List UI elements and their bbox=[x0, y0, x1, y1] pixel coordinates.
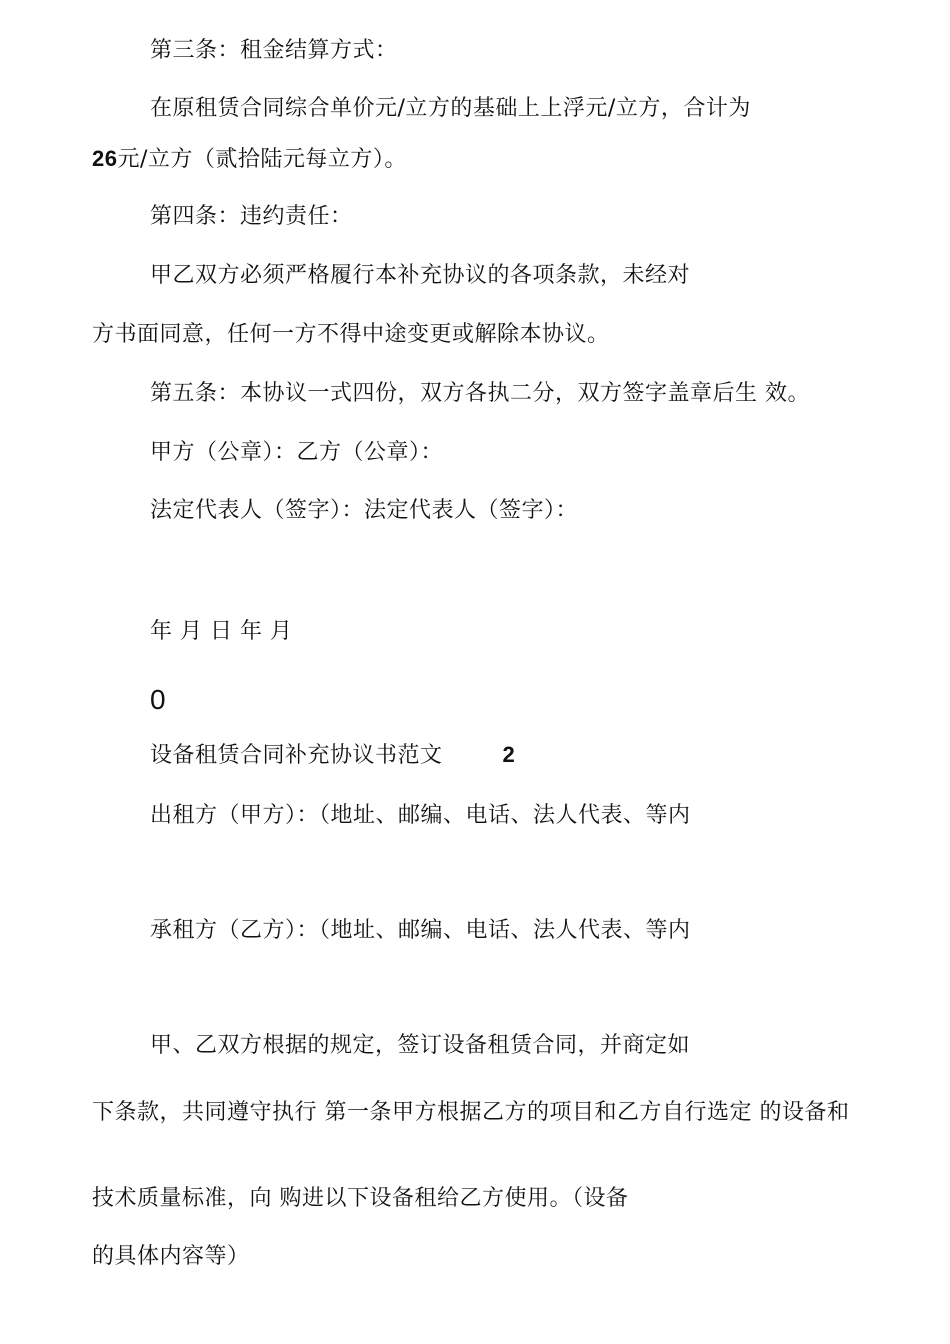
seal-line: 甲方（公章）：乙方（公章）： bbox=[150, 440, 444, 465]
section-title-number: 2 bbox=[502, 742, 516, 767]
page-number: 0 bbox=[150, 684, 167, 715]
article-five-heading: 第五条：本协议一式四份，双方各执二分，双方签字盖章后生 效。 bbox=[150, 381, 810, 406]
lessee-line: 承租方（乙方）：（地址、邮编、电话、法人代表、等内 bbox=[150, 918, 691, 943]
signature-line: 法定代表人（签字）：法定代表人（签字）： bbox=[150, 498, 579, 523]
price-number: 26 bbox=[92, 146, 118, 171]
paragraph-line: 甲、乙双方根据的规定，签订设备租赁合同，并商定如 bbox=[150, 1033, 691, 1058]
lessor-line: 出租方（甲方）：（地址、邮编、电话、法人代表、等内 bbox=[150, 803, 691, 828]
section-title bbox=[150, 740, 515, 771]
paragraph-line: 在原租赁合同综合单价元/立方的基础上上浮元/立方，合计为 bbox=[150, 96, 751, 121]
paragraph-line: 的具体内容等） bbox=[92, 1244, 250, 1269]
section-title-text: 设备租赁合同补充协议书范文 bbox=[150, 743, 443, 768]
date-line: 年 月 日 年 月 bbox=[150, 619, 293, 644]
article-three-heading: 第三条：租金结算方式： bbox=[150, 38, 398, 63]
paragraph-line: 方书面同意，任何一方不得中途变更或解除本协议。 bbox=[92, 322, 610, 347]
paragraph-line: 技术质量标准，向 购进以下设备租给乙方使用。（设备 bbox=[92, 1186, 629, 1211]
paragraph-line: 下条款，共同遵守执行 第一条甲方根据乙方的项目和乙方自行选定 的设备和 bbox=[92, 1100, 850, 1125]
article-four-heading: 第四条：违约责任： bbox=[150, 204, 353, 229]
paragraph-line: 甲乙双方必须严格履行本补充协议的各项条款，未经对 bbox=[150, 263, 691, 288]
price-text: 元/立方（贰拾陆元每立方）。 bbox=[117, 147, 407, 172]
paragraph-line bbox=[92, 144, 407, 175]
